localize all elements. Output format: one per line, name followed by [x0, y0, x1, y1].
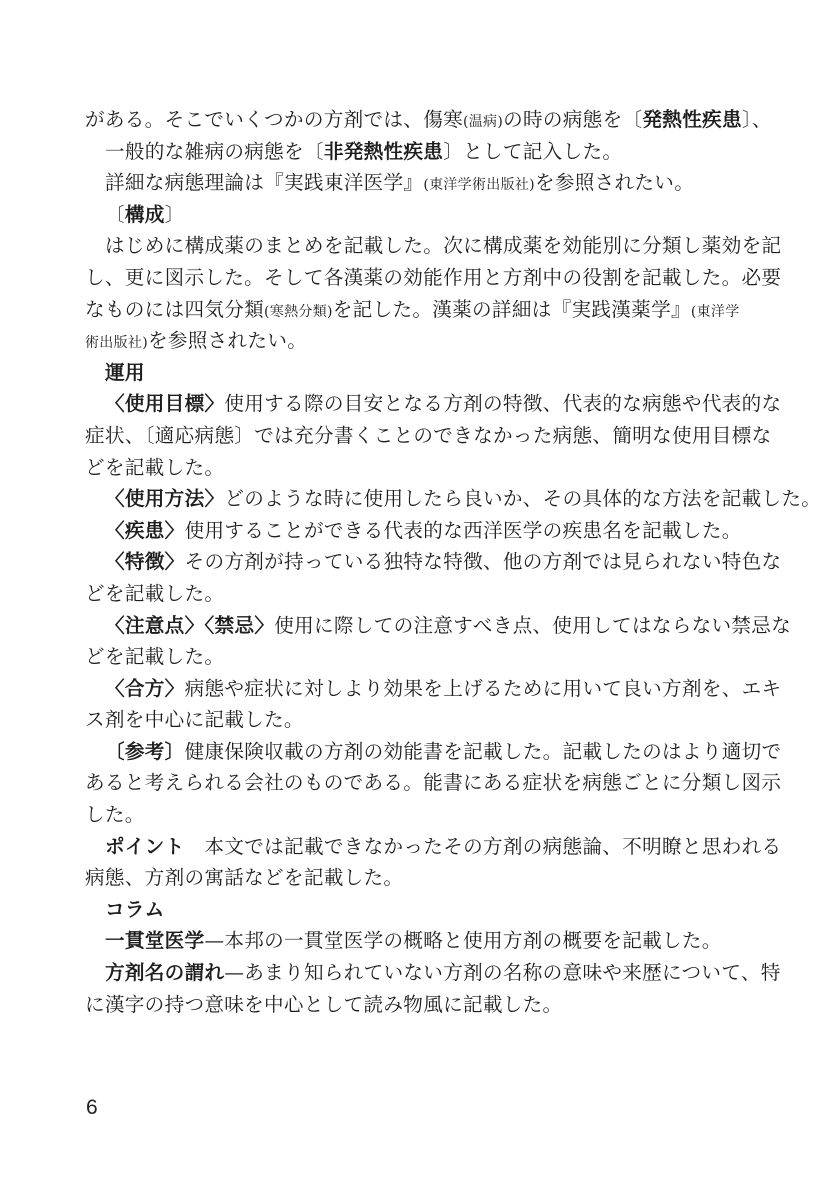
body-text: を記した。漢薬の詳細は『実践漢薬学』: [332, 297, 691, 321]
item-label: 〈注意点〉〈禁忌〉: [105, 613, 275, 637]
body-text: 病態や症状に対しより効果を上げるために用いて良い方剤を、エキ: [184, 676, 782, 700]
body-text: なものには四気分類: [85, 297, 265, 321]
body-text: 一般的な雑病の病態を〔: [105, 139, 324, 163]
annotation-text: 術出版社): [85, 335, 148, 352]
item-label: 〈使用方法〉: [105, 487, 225, 511]
paragraph-line: [85, 104, 772, 136]
section-heading-kousei: [85, 199, 735, 231]
section-heading-unyou: 運用: [105, 360, 145, 384]
page-number: 6: [86, 1096, 98, 1119]
paragraph-line: [85, 736, 782, 768]
paragraph-line: [85, 957, 781, 989]
paragraph-line: し、更に図示した。そして各漢薬の効能作用と方剤中の役割を記載した。必要: [85, 265, 782, 289]
bracket: 〔: [105, 202, 125, 226]
body-text: がある。そこでいくつかの方剤では、傷寒: [85, 108, 463, 131]
item-label: 〈合方〉: [105, 676, 185, 700]
annotation-text: (東洋学: [690, 303, 740, 320]
annotation-text: (温病): [462, 114, 504, 130]
paragraph-line: どを記載した。: [85, 645, 225, 669]
annotation-text: (東洋学術出版社): [423, 177, 535, 194]
paragraph-line: に漢字の持つ意味を中心として読み物風に記載した。: [85, 992, 563, 1016]
bold-term: 発熱性疾患: [642, 108, 742, 131]
paragraph-line: [85, 167, 735, 199]
body-text: 〕として記入した。: [443, 139, 623, 163]
paragraph-line: [85, 294, 740, 326]
item-label: 方剤名の謂れ: [105, 961, 225, 985]
item-label: 〈使用目標〉: [105, 392, 225, 416]
paragraph-line: [85, 388, 782, 420]
paragraph-line: [85, 831, 782, 863]
body-text: どのような時に使用したら良いか、その具体的な方法を記載した。: [224, 487, 822, 511]
body-text: —本邦の一貫堂医学の概略と使用方剤の概要を記載した。: [204, 929, 722, 953]
body-text: の時の病態を〔: [503, 108, 643, 131]
paragraph-line: はじめに構成薬のまとめを記載した。次に構成薬を効能別に分類し薬効を記: [105, 234, 782, 258]
body-text: を参照されたい。: [147, 329, 308, 353]
paragraph-line: どを記載した。: [85, 581, 225, 605]
bracket: 〕: [164, 202, 185, 226]
paragraph-line: どを記載した。: [85, 455, 225, 479]
item-label: 〈特徴〉: [105, 550, 185, 574]
item-label: ポイント: [105, 834, 185, 858]
body-text: 使用に際しての注意すべき点、使用してはならない禁忌な: [274, 613, 792, 637]
paragraph-line: した。: [85, 803, 145, 827]
paragraph-line: [85, 925, 735, 957]
bold-term: 非発熱性疾患: [323, 139, 444, 163]
item-label: 〔参考〕: [105, 739, 185, 763]
paragraph-line: 症状、〔適応病態〕では充分書くことのできなかった病態、簡明な使用目標な: [85, 423, 772, 447]
paragraph-line: 病態、方剤の寓話などを記載した。: [85, 866, 404, 890]
heading-text: 構成: [124, 202, 165, 226]
body-text: その方剤が持っている独特な特徴、他の方剤では見られない特色な: [184, 550, 782, 574]
paragraph-line: ス剤を中心に記載した。: [85, 708, 304, 732]
annotation-text: (寒熱分類): [264, 303, 333, 320]
item-label: 一貫堂医学: [105, 929, 205, 953]
body-text: 〕、: [741, 108, 772, 131]
paragraph-line: あると考えられる会社のものである。能書にある症状を病態ごとに分類し図示: [85, 771, 782, 795]
paragraph-line: [85, 483, 822, 515]
body-text: を参照されたい。: [534, 171, 695, 195]
item-label: 〈疾患〉: [105, 518, 185, 542]
paragraph-line: [85, 515, 742, 547]
paragraph-line: [85, 136, 735, 168]
body-text: —あまり知られていない方剤の名称の意味や来歴について、特: [224, 961, 781, 985]
paragraph-line: [85, 546, 782, 578]
body-text: 詳細な病態理論は『実践東洋医学』: [105, 171, 424, 195]
body-text: 使用する際の目安となる方剤の特徴、代表的な病態や代表的な: [224, 392, 782, 416]
paragraph-line: [85, 673, 782, 705]
paragraph-line: [85, 325, 735, 357]
paragraph-line: [85, 610, 792, 642]
body-text: 使用することができる代表的な西洋医学の疾患名を記載した。: [184, 518, 742, 542]
body-text: 本文では記載できなかったその方剤の病態論、不明瞭と思われる: [184, 834, 782, 858]
document-body: [85, 104, 822, 1020]
section-heading-column: コラム: [105, 897, 165, 921]
body-text: 健康保険収載の方剤の効能書を記載した。記載したのはより適切で: [184, 739, 782, 763]
